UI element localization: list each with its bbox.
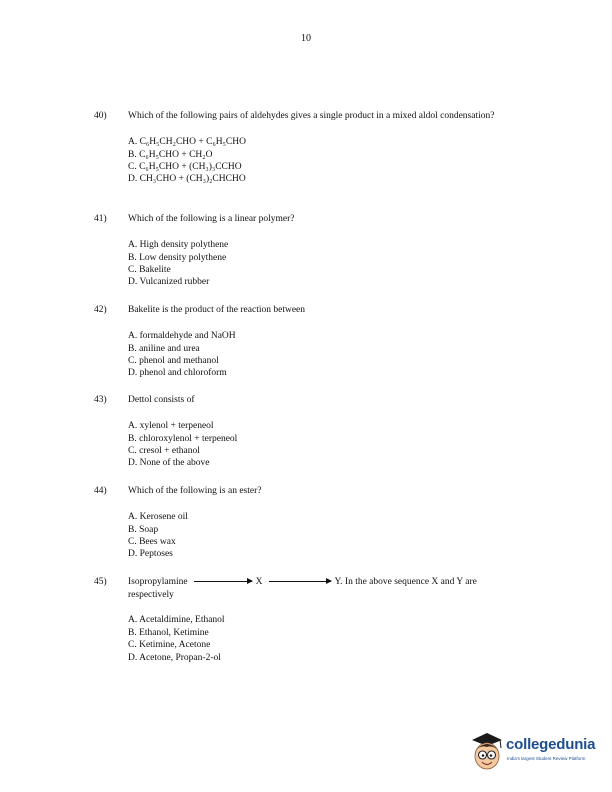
option-d: D. phenol and chloroform — [128, 368, 227, 379]
stem-intermediate: X — [255, 577, 263, 587]
question-42 — [94, 304, 534, 379]
option-b: B. chloroxylenol + terpeneol — [128, 433, 238, 444]
question-number: 41) — [94, 214, 107, 224]
stem-product-text: Y. In the above sequence X and Y are — [334, 577, 477, 587]
option-a: A. xylenol + terpeneol — [128, 420, 214, 431]
option-c: C. cresol + ethanol — [128, 445, 200, 456]
page-number: 10 — [301, 33, 311, 44]
reaction-arrow-icon — [194, 581, 252, 582]
option-a: A. formaldehyde and NaOH — [128, 330, 236, 341]
option-c: C. Bakelite — [128, 264, 171, 275]
question-44 — [94, 485, 534, 560]
brand-name: collegedunia — [506, 736, 596, 753]
option-c: C. C₆H₅CHO + (CH₃)₃CCHO — [128, 161, 242, 172]
option-b: B. aniline and urea — [128, 343, 200, 354]
question-43 — [94, 394, 534, 469]
option-c: C. Ketimine, Acetone — [128, 640, 211, 651]
options-list — [128, 330, 534, 380]
option-b: B. C₆H₅CHO + CH₂O — [128, 149, 213, 160]
option-a: A. Kerosene oil — [128, 511, 188, 522]
brand-tagline: India's largest Student Review Platform — [507, 756, 586, 761]
stem-reactant: Isopropylamine — [128, 577, 188, 587]
options-list — [128, 239, 534, 289]
option-b: B. Low density polythene — [128, 252, 227, 263]
question-number: 43) — [94, 395, 107, 405]
option-d: D. Peptoses — [128, 549, 173, 560]
option-d: D. Acetone, Propan-2-ol — [128, 652, 221, 663]
option-d: D. None of the above — [128, 458, 210, 469]
option-b: B. Soap — [128, 524, 159, 535]
question-stem: Dettol consists of — [128, 395, 195, 405]
question-stem: Bakelite is the product of the reaction between — [128, 305, 306, 315]
options-list — [128, 511, 534, 561]
question-number: 40) — [94, 111, 107, 121]
question-number: 42) — [94, 305, 107, 315]
question-45 — [94, 576, 534, 664]
option-a: A. High density polythene — [128, 239, 229, 250]
collegedunia-logo — [468, 728, 598, 774]
option-c: C. Bees wax — [128, 536, 176, 547]
option-b: B. Ethanol, Ketimine — [128, 628, 209, 638]
reaction-arrow-icon — [269, 581, 331, 582]
question-stem — [128, 576, 534, 601]
option-a: A. Acetaldimine, Ethanol — [128, 615, 225, 625]
options-list — [128, 420, 534, 470]
mascot-icon — [468, 728, 506, 772]
option-d: D. CH₃CHO + (CH₃)₂CHCHO — [128, 174, 246, 185]
question-stem: Which of the following is a linear polymer? — [128, 214, 295, 224]
options-list — [128, 614, 534, 664]
stem-line-2: respectively — [128, 589, 174, 600]
option-d: D. Vulcanized rubber — [128, 277, 210, 288]
option-a: A. C₆H₅CH₂CHO + C₆H₅CHO — [128, 136, 246, 147]
question-stem: Which of the following is an ester? — [128, 486, 262, 496]
question-41 — [94, 213, 534, 288]
option-c: C. phenol and methanol — [128, 355, 219, 366]
question-stem: Which of the following pairs of aldehydes gives a single product in a mixed aldol condensation? — [128, 111, 495, 121]
question-number: 44) — [94, 486, 107, 496]
question-40 — [94, 110, 534, 185]
options-list — [128, 136, 534, 186]
question-number: 45) — [94, 577, 107, 587]
